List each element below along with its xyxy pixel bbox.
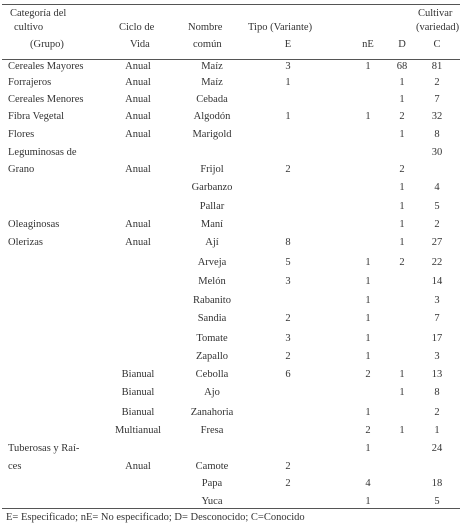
cell-c: 1 [434, 425, 440, 436]
header-cycle-line2: Vida [130, 39, 150, 50]
cell-c: 8 [434, 129, 440, 140]
cell-cat: Leguminosas de [8, 147, 77, 158]
cell-e: 5 [285, 257, 291, 268]
cell-e: 3 [285, 276, 291, 287]
cell-cat: Forrajeros [8, 77, 52, 88]
cell-d: 68 [396, 61, 408, 72]
cell-name: Maíz [201, 61, 223, 72]
cell-cycle: Anual [125, 461, 151, 472]
cell-e: 2 [285, 313, 291, 324]
header-category-line2: cultivo [14, 22, 44, 33]
header-cultivar-line1: Cultivar [418, 8, 453, 19]
cell-name: Cebada [196, 94, 228, 105]
cell-e: 3 [285, 333, 291, 344]
cell-name: Marigold [192, 129, 232, 140]
cell-ne: 1 [365, 295, 371, 306]
cell-c: 18 [431, 478, 443, 489]
header-cultivar-d: D [398, 39, 406, 50]
header-name-line2: común [193, 39, 222, 50]
cell-name: Maní [200, 219, 224, 230]
cell-d: 1 [399, 77, 405, 88]
cell-ne: 1 [365, 111, 371, 122]
cell-cat: Flores [8, 129, 35, 140]
cell-c: 3 [434, 351, 440, 362]
cell-cat: Olerizas [8, 237, 43, 248]
header-type-ne: nE [362, 39, 374, 50]
header-type-e: E [284, 39, 292, 50]
header-category-line1: Categoría del [10, 8, 67, 19]
cell-c: 7 [434, 313, 440, 324]
cell-name: Zanahoria [190, 407, 234, 418]
cell-c: 2 [434, 407, 440, 418]
cell-ne: 1 [365, 443, 371, 454]
cell-name: Rabanito [193, 295, 231, 306]
cell-c: 5 [434, 201, 440, 212]
cell-ne: 4 [365, 478, 371, 489]
cell-d: 1 [399, 237, 405, 248]
cell-d: 1 [399, 94, 405, 105]
cell-name: Ají [205, 237, 219, 248]
header-cycle-line1: Ciclo de [119, 22, 155, 33]
cell-c: 24 [431, 443, 443, 454]
cell-ne: 1 [365, 257, 371, 268]
cell-d: 1 [399, 201, 405, 212]
cell-cat: Fibra Vegetal [8, 111, 65, 122]
cell-cycle: Anual [125, 61, 151, 72]
cell-cycle: Multianual [114, 425, 162, 436]
cell-name: Camote [195, 461, 229, 472]
cell-e: 2 [285, 478, 291, 489]
cell-name: Zapallo [195, 351, 229, 362]
cell-e: 2 [285, 164, 291, 175]
cell-e: 2 [285, 351, 291, 362]
cell-ne: 1 [365, 276, 371, 287]
cell-d: 1 [399, 387, 405, 398]
cell-cat: Grano [8, 164, 35, 175]
cell-e: 1 [285, 77, 291, 88]
cell-cat: Tuberosas y Raí- [8, 443, 80, 454]
cell-c: 2 [434, 219, 440, 230]
cell-ne: 1 [365, 351, 371, 362]
cell-e: 3 [285, 61, 291, 72]
table-top-rule [2, 4, 460, 5]
cell-d: 1 [399, 369, 405, 380]
cell-e: 6 [285, 369, 291, 380]
cell-cycle: Bianual [121, 387, 155, 398]
cell-ne: 2 [365, 369, 371, 380]
cell-d: 2 [399, 164, 405, 175]
cell-ne: 2 [365, 425, 371, 436]
cell-name: Algodón [193, 111, 231, 122]
table-footnote: E= Especificado; nE= No especificado; D= Desconocido; C=Conocido [6, 512, 305, 523]
cell-name: Frijol [200, 164, 224, 175]
cell-name: Arveja [197, 257, 227, 268]
cell-d: 2 [399, 111, 405, 122]
cell-c: 13 [431, 369, 443, 380]
cell-name: Ajo [204, 387, 220, 398]
cell-cycle: Anual [125, 111, 151, 122]
cell-c: 32 [431, 111, 443, 122]
cell-name: Sandia [197, 313, 227, 324]
cell-c: 22 [431, 257, 443, 268]
header-name-line1: Nombre [188, 22, 223, 33]
cell-name: Melón [198, 276, 226, 287]
cell-name: Tomate [196, 333, 228, 344]
cell-name: Fresa [200, 425, 224, 436]
cell-c: 5 [434, 496, 440, 507]
cell-cat: Oleaginosas [8, 219, 60, 230]
cell-cycle: Anual [125, 77, 151, 88]
cell-ne: 1 [365, 407, 371, 418]
header-category-line3: (Grupo) [30, 39, 64, 50]
cell-c: 17 [431, 333, 443, 344]
cell-d: 1 [399, 219, 405, 230]
cell-e: 1 [285, 111, 291, 122]
cell-cat: ces [8, 461, 22, 472]
header-cultivar-c: C [433, 39, 441, 50]
header-cultivar-line2: (variedad) [416, 22, 460, 33]
cell-c: 4 [434, 182, 440, 193]
cell-cycle: Bianual [121, 369, 155, 380]
cell-cycle: Anual [125, 164, 151, 175]
cell-c: 8 [434, 387, 440, 398]
cell-cycle: Anual [125, 237, 151, 248]
cell-d: 1 [399, 129, 405, 140]
cell-ne: 1 [365, 333, 371, 344]
cell-c: 27 [431, 237, 443, 248]
cell-name: Maíz [201, 77, 223, 88]
cell-d: 1 [399, 182, 405, 193]
cell-ne: 1 [365, 313, 371, 324]
cell-name: Cebolla [195, 369, 229, 380]
cell-c: 14 [431, 276, 443, 287]
cell-c: 2 [434, 77, 440, 88]
cell-d: 1 [399, 425, 405, 436]
cell-e: 8 [285, 237, 291, 248]
cell-cycle: Anual [125, 94, 151, 105]
cell-cycle: Anual [125, 219, 151, 230]
cell-ne: 1 [365, 496, 371, 507]
cell-name: Yuca [201, 496, 223, 507]
cell-c: 30 [431, 147, 443, 158]
cell-d: 2 [399, 257, 405, 268]
cell-name: Pallar [199, 201, 225, 212]
header-type-title: Tipo (Variante) [248, 22, 313, 33]
cell-ne: 1 [365, 61, 371, 72]
cell-cat: Cereales Menores [8, 94, 84, 105]
cell-c: 3 [434, 295, 440, 306]
cell-name: Garbanzo [191, 182, 233, 193]
cell-cat: Cereales Mayores [8, 61, 84, 72]
cell-name: Papa [201, 478, 223, 489]
cell-c: 81 [431, 61, 443, 72]
cell-e: 2 [285, 461, 291, 472]
cell-cycle: Bianual [121, 407, 155, 418]
cell-cycle: Anual [125, 129, 151, 140]
cell-c: 7 [434, 94, 440, 105]
